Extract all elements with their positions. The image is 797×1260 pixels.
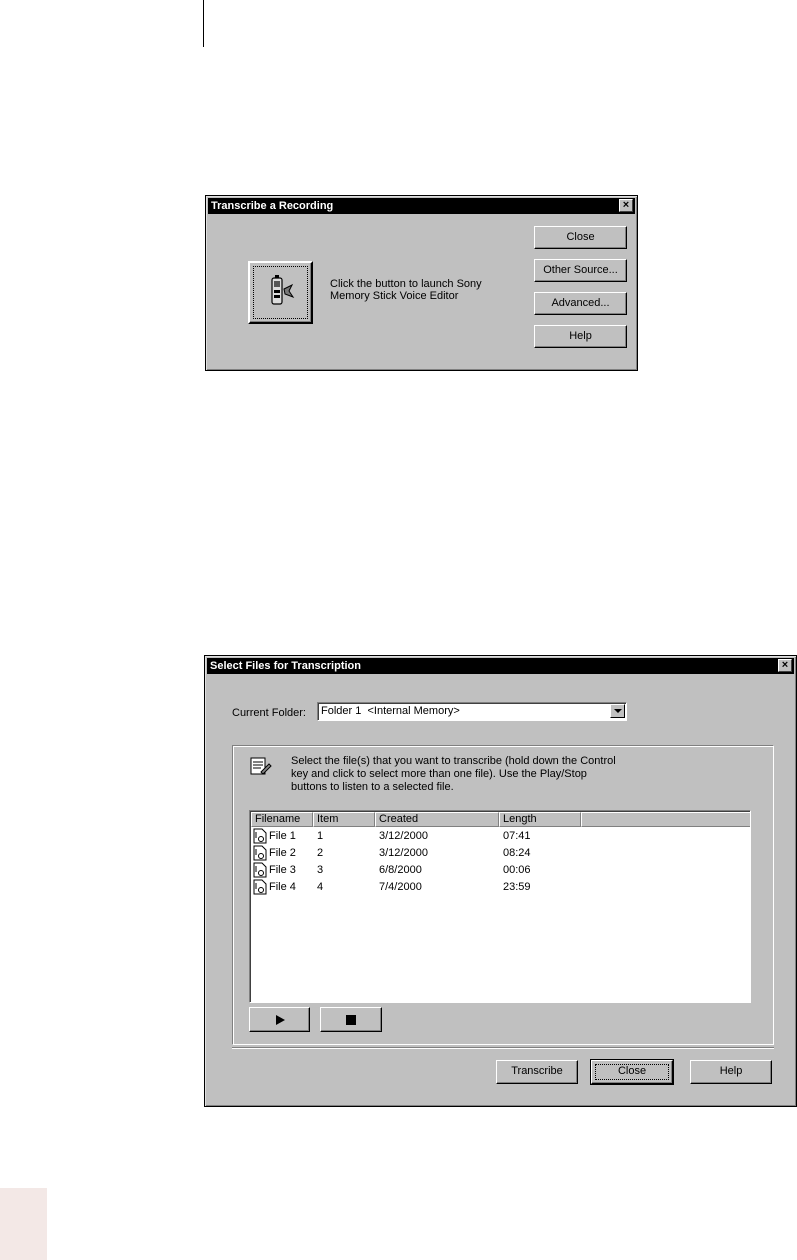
close-icon[interactable]: × xyxy=(619,199,633,212)
notepad-pencil-icon xyxy=(249,756,273,778)
instructions-line2: key and click to select more than one file). Use the Play/Stop xyxy=(291,768,587,780)
current-folder-label: Current Folder: xyxy=(232,707,306,719)
launch-instruction-line1: Click the button to launch Sony xyxy=(330,278,482,290)
list-header xyxy=(251,812,749,827)
table-row[interactable]: File 2 2 3/12/2000 08:24 xyxy=(251,845,749,862)
transcribe-button[interactable]: Transcribe xyxy=(496,1060,578,1084)
dialog-title: Transcribe a Recording xyxy=(211,200,334,212)
launch-instruction-line2: Memory Stick Voice Editor xyxy=(330,290,459,302)
play-button[interactable] xyxy=(249,1007,310,1032)
instructions-line3: buttons to listen to a selected file. xyxy=(291,781,454,793)
table-row[interactable]: File 1 1 3/12/2000 07:41 xyxy=(251,828,749,845)
column-header-filename[interactable]: Filename xyxy=(251,812,313,827)
dialog-title: Select Files for Transcription xyxy=(210,660,361,672)
files-list[interactable] xyxy=(249,810,751,1003)
dialog-separator xyxy=(232,1047,774,1049)
dialog-titlebar xyxy=(208,198,635,214)
close-button[interactable]: Close xyxy=(591,1060,673,1084)
stop-button[interactable] xyxy=(320,1007,382,1032)
launch-voice-editor-button[interactable] xyxy=(248,261,313,324)
voice-recorder-icon xyxy=(265,275,295,309)
table-row[interactable]: File 3 3 6/8/2000 00:06 xyxy=(251,862,749,879)
select-files-dialog xyxy=(204,655,797,1107)
instructions-line1: Select the file(s) that you want to transcribe (hold down the Control xyxy=(291,755,616,767)
help-button[interactable]: Help xyxy=(690,1060,772,1084)
audio-file-icon xyxy=(253,845,267,861)
page-edge-tab xyxy=(0,1188,47,1260)
audio-file-icon xyxy=(253,879,267,895)
dialog-titlebar xyxy=(207,658,794,674)
stop-icon xyxy=(346,1015,356,1025)
help-button[interactable]: Help xyxy=(534,325,627,348)
other-source-button[interactable]: Other Source... xyxy=(534,259,627,282)
chevron-down-icon[interactable] xyxy=(610,704,625,718)
column-header-item[interactable]: Item xyxy=(313,812,375,827)
table-row[interactable]: File 4 4 7/4/2000 23:59 xyxy=(251,879,749,896)
transcribe-recording-dialog xyxy=(205,195,638,371)
close-button[interactable]: Close xyxy=(534,226,627,249)
audio-file-icon xyxy=(253,862,267,878)
column-header-created[interactable]: Created xyxy=(375,812,499,827)
column-header-length[interactable]: Length xyxy=(499,812,581,827)
advanced-button[interactable]: Advanced... xyxy=(534,292,627,315)
page-margin-rule xyxy=(203,0,204,47)
close-icon[interactable]: × xyxy=(778,659,792,672)
current-folder-select[interactable]: Folder 1 <Internal Memory> xyxy=(317,702,627,721)
play-icon xyxy=(274,1014,286,1026)
column-header-empty xyxy=(581,812,751,827)
audio-file-icon xyxy=(253,828,267,844)
